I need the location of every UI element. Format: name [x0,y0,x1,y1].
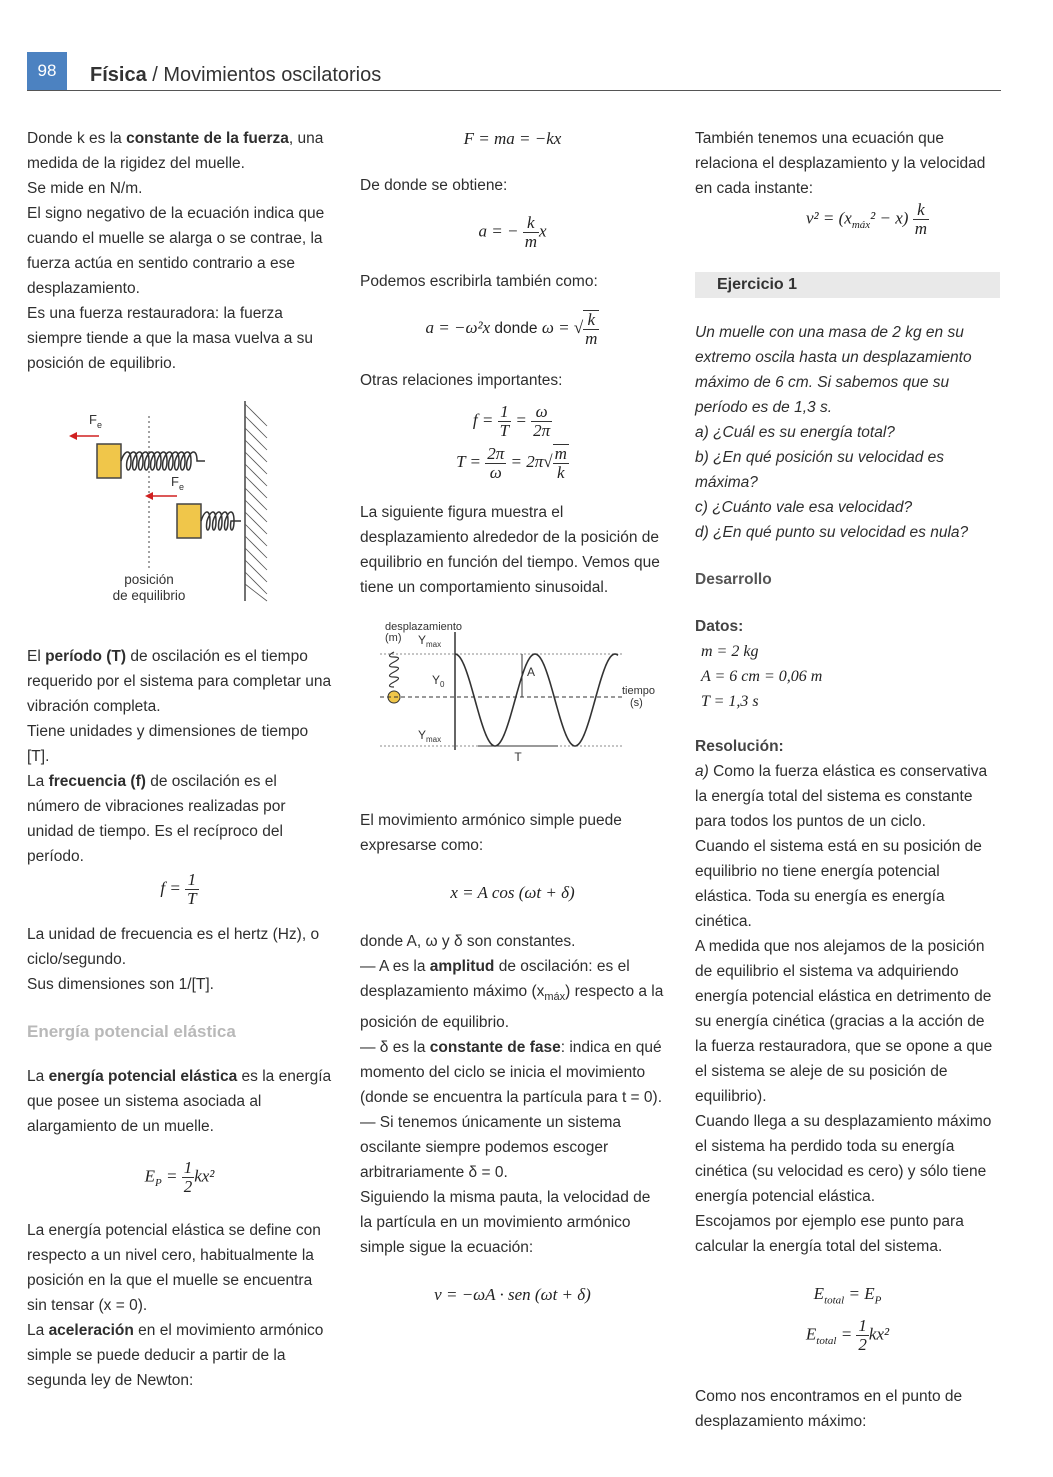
text: es la energía que posee un sistema asociada al alargamiento de un muelle. [27,1068,332,1135]
fraction [485,445,506,482]
fraction-den: m [524,232,537,251]
wave-amplitude: A [527,665,536,679]
eq-part: f = [472,410,494,430]
header-rule [27,90,1001,91]
bold-term: frecuencia (f) [48,773,146,790]
eq-part: kx² [194,1166,215,1186]
paragraph: Podemos escribirla también como: [360,273,598,290]
wave-ymax-bottom-sub: max [426,735,442,744]
paragraph: Siguiendo la misma pauta, la velocidad de la partícula en un movimiento armónico simple sigue la ecuación: [360,1189,651,1257]
text: de oscilación es el número de vibraciones realizadas por unidad de tiempo. Es el recíproco del período. [27,773,286,865]
eq-sub: total [824,1294,845,1307]
page-header [0,0,1053,100]
fraction [531,403,552,440]
eq-part: = 2π [510,451,544,471]
text: ) respecto a la posición de equilibrio. [360,983,664,1032]
text: — A es la [360,958,430,975]
wave-ymax-top: Y [418,633,427,647]
paragraph: La unidad de frecuencia es el hertz (Hz), o ciclo/segundo. [27,926,320,968]
equation-total-energy-1 [695,1281,1000,1313]
paragraph: Cuando llega a su desplazamiento máximo el sistema ha perdido toda su energía cinética (su velocidad es cero) y sólo tiene energía potencial elástica. [695,1113,992,1205]
bold-term: energía potencial elástica [48,1068,238,1085]
eq-sub: total [816,1335,837,1348]
eq-part: = [161,1166,178,1186]
fraction-den: T [187,889,197,908]
exercise-question: d) ¿En qué punto su velocidad es nula? [695,524,969,541]
data-amplitude: A = 6 cm = 0,06 m [701,668,823,685]
fraction-den: k [556,463,565,482]
column-2 [360,126,665,1307]
eq-part: E [144,1166,155,1186]
paragraph: Otras relaciones importantes: [360,372,563,389]
spring-figure [27,376,332,616]
spring-coil-compressed-icon [201,512,241,530]
fraction-den: m [585,329,598,348]
paragraph: Se mide en N/m. [27,180,143,197]
fraction-num: k [583,311,599,330]
bold-term: aceleración [48,1322,134,1339]
paragraph: Escojamos por ejemplo ese punto para calcular la energía total del sistema. [695,1213,964,1255]
eq-part: ω = [541,317,570,337]
wave-ylabel-2: (m) [385,632,402,644]
wave-period: T [514,750,522,764]
header-title [90,64,381,87]
text: Como la fuerza elástica es conservativa la energía total del sistema es constante para todos los puntos de un ciclo. [695,763,988,830]
text-sub: máx [544,991,566,1004]
equation-velocity-displacement [735,201,1000,238]
text: en el movimiento armónico simple se puede deducir a partir de la segunda ley de Newton: [27,1322,324,1389]
fraction [185,871,198,908]
wave-ylabel-1: desplazamiento [385,621,463,633]
fraction-den: 2 [858,1335,867,1355]
column-3 [695,126,1000,1434]
sinusoid-curve [455,654,618,746]
paragraph [27,126,332,176]
equation-acceleration [360,214,665,251]
paragraph: Tiene unidades y dimensiones de tiempo [T]. [27,723,309,765]
fraction-den: ω [489,462,502,482]
data-period: T = 1,3 s [701,693,759,710]
paragraph [27,1318,332,1393]
exercise-title-box: Ejercicio 1 [695,272,1000,298]
sinusoid-figure [360,612,665,782]
paragraph [27,1064,332,1139]
eq-part: a = −ω²x [425,317,491,337]
eq-part: kx² [868,1324,890,1344]
fraction [523,214,539,251]
paragraph: A medida que nos alejamos de la posición de equilibrio el sistema va adquiriendo energía potencial elástica en detrimento de su energía cinética (gracias a la acción de la fuerza restauradora, que se opone a que el sistema se aleje de su posición de equilibrio). [695,938,993,1105]
text: : indica en qué momento del ciclo se inicia el movimiento (donde se encuentra la partícula para t = 0). [360,1039,663,1107]
eq-sub: P [154,1176,162,1189]
eq-sub: máx [851,218,871,231]
fraction-num: 1 [183,1158,193,1177]
fraction [913,201,929,238]
paragraph: También tenemos una ecuación que relaciona el desplazamiento y la velocidad en cada instante: [695,130,986,197]
text: La [27,773,49,790]
bold-term: constante de fase [429,1039,561,1057]
data-heading: Datos: [695,618,744,635]
text: , una medida de la rigidez del muelle. [27,130,324,172]
eq-part: T = [456,451,481,471]
wave-ymax-bottom: Y [418,728,427,742]
equation-newton: F = ma = −kx [463,129,562,148]
eq-part: = [515,410,527,430]
paragraph [27,769,332,869]
fraction-num: k [913,201,929,220]
fraction [553,444,569,482]
fraction-den: m [914,219,927,238]
data-mass: m = 2 kg [701,643,759,660]
text: — δ es la [360,1039,430,1057]
text: El [27,648,46,665]
eq-part: = E [844,1284,875,1303]
force-sub-top: e [97,420,103,430]
eq-part: E [813,1284,825,1303]
text: La [27,1322,49,1339]
paragraph: La energía potencial elástica se define con respecto a un nivel cero, habitualmente la posición en la que el muelle se encuentra sin tensar (x = 0). [27,1222,321,1314]
exercise-question: a) ¿Cuál es su energía total? [695,424,895,441]
paragraph: El movimiento armónico simple puede expresarse como: [360,812,622,854]
bold-term: amplitud [429,958,495,975]
eq-part: v² = (x [806,208,852,228]
eq-part: a = − [478,221,519,241]
text: La [27,1068,49,1085]
page-number: 98 [27,52,67,90]
equation-period-relations: T = $\frac{2\pi}{\omega}$ = 2π√ $\frac{m}{k}$ [456,443,567,482]
wave-y0-sub: 0 [440,680,445,689]
paragraph: — Si tenemos únicamente un sistema oscilante siempre podemos escoger arbitrariamente δ = 0. [360,1114,622,1182]
eq-part: x [538,221,547,241]
equation-frequency-relations [360,403,665,440]
paragraph: donde A, ω y δ son constantes. [360,933,576,950]
paragraph [360,1035,665,1110]
fraction-den: 2 [183,1177,193,1196]
paragraph: Es una fuerza restauradora: la fuerza siempre tiende a que la masa vuelva a su posición de equilibrio. [27,305,314,372]
paragraph: Cuando el sistema está en su posición de equilibrio no tiene energía potencial elástica. Toda su energía es energía cinética. [695,838,982,930]
text: de oscilación es el tiempo requerido por el sistema para completar una vibración completa. [27,648,332,715]
small-spring-icon [390,652,399,687]
force-sub-bottom: e [179,482,185,492]
fraction-num: 2π [487,443,505,463]
paragraph [360,954,665,1035]
wave-y0: Y [432,673,441,687]
bold-term: período (T) [45,648,127,665]
equation-total-energy-2 [695,1317,1000,1354]
fraction [583,310,599,348]
fraction [182,1159,195,1196]
eq-part: f = [160,878,181,898]
fraction [498,403,511,440]
fraction-num: ω [531,403,552,422]
eq-part: donde [490,319,542,337]
fraction-num: m [554,444,567,463]
column-1 [27,126,332,1393]
equation-velocity: v = −ωA · sen (ωt + δ) [434,1285,591,1305]
eq-sub: P [874,1294,882,1307]
header-separator: / [146,64,164,86]
header-chapter: Movimientos oscilatorios [163,64,382,86]
equation-elastic-energy [27,1159,332,1196]
wave-xlabel-1: tiempo [622,685,656,697]
paragraph [27,644,332,719]
fraction-den: 2π [533,421,551,440]
development-heading: Desarrollo [695,571,772,588]
exercise-question: c) ¿Cuánto vale esa velocidad? [695,499,913,516]
paragraph [695,759,1000,834]
text: de oscilación: es el desplazamiento máximo (x [360,958,630,1000]
paragraph: Como nos encontramos en el punto de desplazamiento máximo: [695,1388,963,1431]
paragraph: Sus dimensiones son 1/[T]. [27,976,214,993]
force-label-bottom: F [171,474,179,489]
force-label-top: F [89,412,97,427]
equilibrium-label-1: posición [124,572,174,587]
eq-part: E [805,1324,817,1344]
eq-part: = [836,1324,853,1344]
section-heading: Energía potencial elástica [27,1022,236,1041]
exercise-question: b) ¿En qué posición su velocidad es máxima? [695,449,945,491]
wave-ymax-top-sub: max [426,640,442,649]
paragraph: De donde se obtiene: [360,177,508,194]
spring-coil-icon [121,452,205,470]
eq-part: ² − x) [870,208,909,228]
paragraph: El signo negativo de la ecuación indica que cuando el muelle se alarga o se contrae, la fuerza actúa en sentido contrario a ese desplazamiento. [27,205,325,297]
header-subject: Física [90,64,147,86]
equilibrium-label-2: de equilibrio [112,588,186,603]
wave-xlabel-2: (s) [630,697,643,709]
fraction-num: 1 [858,1316,867,1336]
exercise-statement: Un muelle con una masa de 2 kg en su extremo oscila hasta un desplazamiento máximo de 6 cm. Si sabemos que su período es de 1,3 s. [695,324,972,416]
resolution-heading: Resolución: [695,738,784,755]
fraction [856,1317,869,1354]
equation-position: x = A cos (ωt + δ) [450,883,575,902]
bold-term: constante de la fuerza [126,130,289,147]
fraction-num: k [523,214,539,233]
paragraph: La siguiente figura muestra el desplazamiento alrededor de la posición de equilibrio en función del tiempo. Vemos que tiene un comportamiento sinusoidal. [360,504,660,596]
equation-frequency [27,871,332,908]
fraction-den: T [499,421,510,440]
fraction-num: 1 [498,403,511,422]
fraction-num: 1 [185,871,198,890]
equation-acceleration-omega: a = −ω²x donde ω = √ $\frac{k}{m}$ [425,310,598,348]
text: a) [695,763,709,780]
text: Donde k es la [27,130,127,147]
